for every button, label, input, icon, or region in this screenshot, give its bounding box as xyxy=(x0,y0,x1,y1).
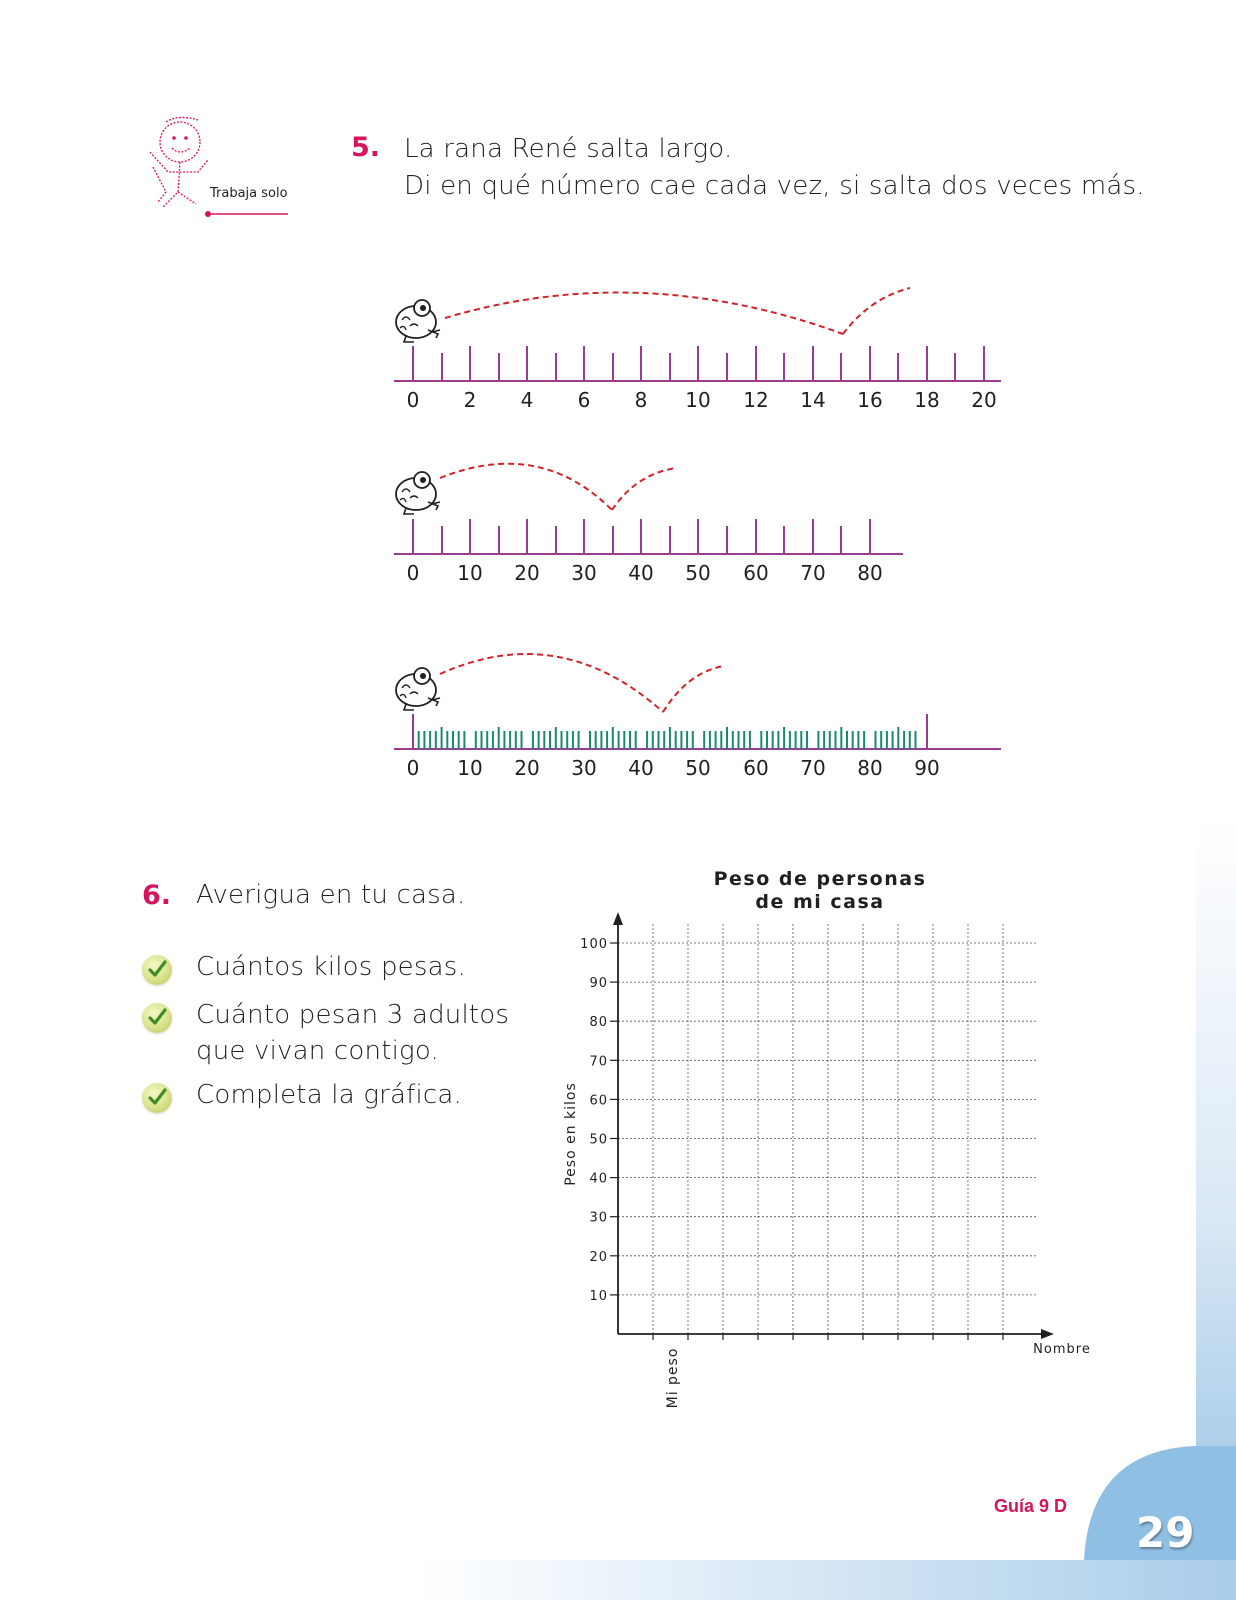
tick-label: 14 xyxy=(800,388,826,412)
y-tick-label: 100 xyxy=(580,937,608,952)
chart-title-line1: Peso de personas xyxy=(713,868,927,890)
item-adultos-line2: que vivan contigo. xyxy=(196,1036,439,1066)
tick-label: 18 xyxy=(914,388,940,412)
tick-label: 0 xyxy=(406,756,420,780)
x-axis-label: Nombre xyxy=(1033,1342,1091,1357)
item-grafica: Completa la gráfica. xyxy=(196,1080,463,1110)
tick-label: 10 xyxy=(685,388,711,412)
tick-label: 60 xyxy=(743,756,769,780)
exercise-6-number: 6. xyxy=(142,880,172,911)
item-adultos-line1: Cuánto pesan 3 adultos xyxy=(196,1000,510,1030)
tick-label: 10 xyxy=(457,561,483,585)
y-tick-label: 40 xyxy=(589,1171,608,1187)
y-tick-label: 90 xyxy=(589,976,608,992)
tick-label: 60 xyxy=(743,561,769,585)
guide-label: Guía 9 D xyxy=(994,1496,1068,1516)
y-axis-arrow-icon xyxy=(613,912,623,925)
tick-label: 4 xyxy=(520,388,534,412)
tick-label: 10 xyxy=(457,756,483,780)
trabaja-solo-label: Trabaja solo xyxy=(210,186,288,201)
tick-label: 20 xyxy=(514,756,540,780)
y-axis-label: Peso en kilos xyxy=(563,1082,579,1186)
tick-label: 80 xyxy=(857,756,883,780)
exercise-5-line1: La rana René salta largo. xyxy=(404,134,733,164)
tick-label: 90 xyxy=(914,756,940,780)
exercise-5-line2: Di en qué número cae cada vez, si salta dos veces más. xyxy=(404,171,1145,201)
category-label: Mi peso xyxy=(665,1347,681,1409)
y-tick-label: 70 xyxy=(589,1054,608,1070)
y-tick-label: 50 xyxy=(589,1132,608,1148)
y-tick-label: 20 xyxy=(589,1249,608,1265)
tick-label: 12 xyxy=(743,388,769,412)
tick-label: 40 xyxy=(628,756,654,780)
y-tick-label: 10 xyxy=(589,1288,608,1304)
tick-label: 16 xyxy=(857,388,883,412)
tick-label: 50 xyxy=(685,561,711,585)
chart-title-line2: de mi casa xyxy=(755,891,885,913)
y-tick-label: 80 xyxy=(589,1015,608,1031)
tick-label: 0 xyxy=(406,561,420,585)
x-axis-arrow-icon xyxy=(1041,1329,1054,1339)
tick-label: 30 xyxy=(571,756,597,780)
tick-label: 20 xyxy=(514,561,540,585)
y-tick-label: 30 xyxy=(589,1210,608,1226)
page-number: 29 xyxy=(1136,1508,1195,1557)
exercise-5-number: 5. xyxy=(351,132,381,163)
tick-label: 70 xyxy=(800,561,826,585)
tick-label: 50 xyxy=(685,756,711,780)
y-tick-label: 60 xyxy=(589,1093,608,1109)
tick-label: 80 xyxy=(857,561,883,585)
tick-label: 6 xyxy=(577,388,591,412)
tick-label: 0 xyxy=(406,388,420,412)
item-kilos: Cuántos kilos pesas. xyxy=(196,952,466,982)
tick-label: 30 xyxy=(571,561,597,585)
exercise-6-intro: Averigua en tu casa. xyxy=(196,880,466,910)
tick-label: 20 xyxy=(971,388,997,412)
tick-label: 2 xyxy=(463,388,477,412)
tick-label: 40 xyxy=(628,561,654,585)
tick-label: 70 xyxy=(800,756,826,780)
tick-label: 8 xyxy=(634,388,648,412)
